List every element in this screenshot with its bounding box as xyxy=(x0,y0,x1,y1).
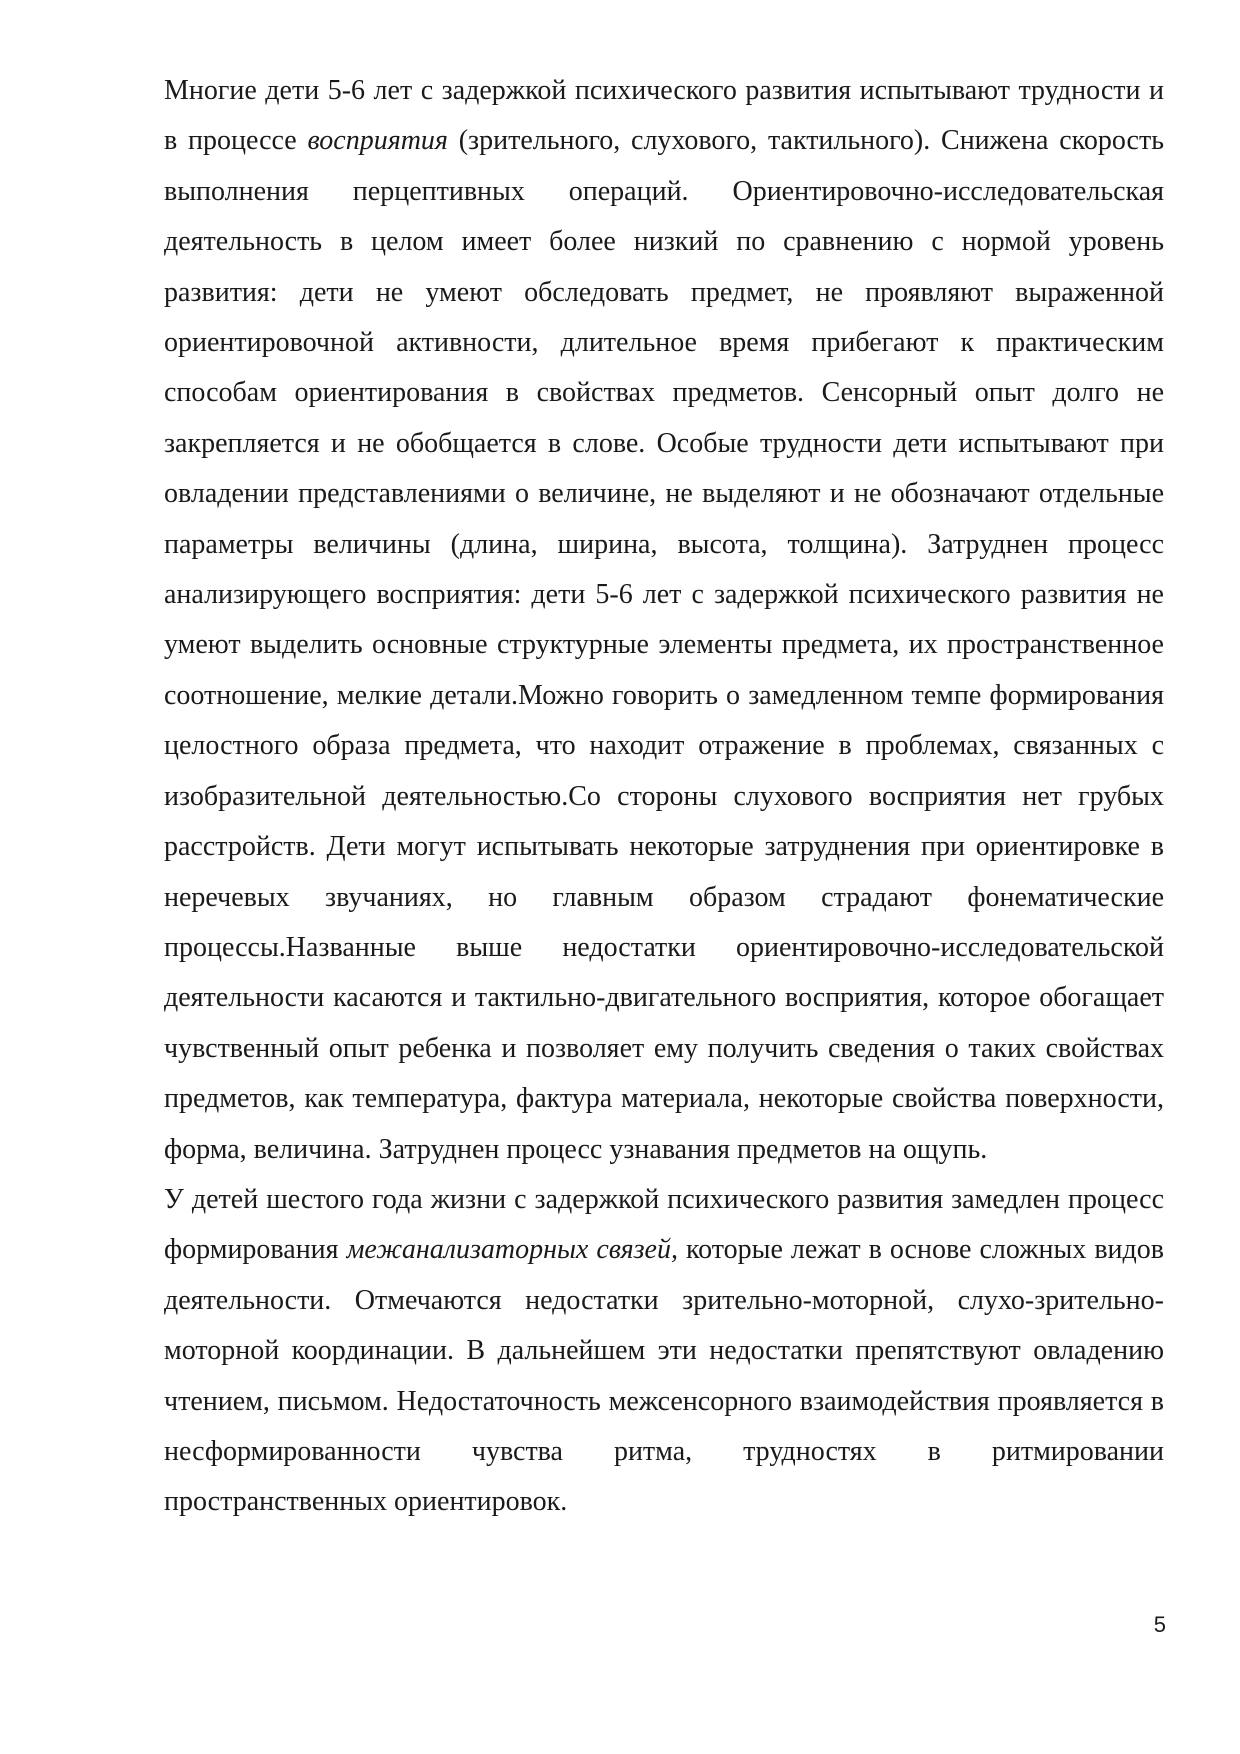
body-text xyxy=(164,66,1164,1528)
paragraph-2-text-1: У детей шестого года жизни с задержкой психического развития замедлен процесс формирования xyxy=(164,1183,1164,1266)
paragraph-2-text-2: которые лежат в основе сложных видов деятельности. Отмечаются недостатки зрительно-моторной, слухо-зрительно-моторной координации. В дальнейшем эти недостатки препятствуют овладению чтением, письмом. Недостаточность межсенсорного взаимодействия проявляется в несформированности чувства ритма, трудностях в ритмировании пространственных ориентировок. xyxy=(164,1234,1164,1518)
paragraph-1-text-2: (зрительного, слухового, тактильного). Снижена скорость выполнения перцептивных операций. Ориентировочно-исследовательская деятельность в целом имеет более низкий по сравнению с нормой уровень развития: дети не умеют обследовать предмет, не проявляют выраженной ориентировочной активности, длительное время прибегают к практическим способам ориентирования в свойствах предметов. Сенсорный опыт долго не закрепляется и не обобщается в слове. Особые трудности дети испытывают при овладении представлениями о величине, не выделяют и не обозначают отдельные параметры величины (длина, ширина, высота, толщина). Затруднен процесс анализирующего восприятия: дети 5-6 лет с задержкой психического развития не умеют выделить основные структурные элементы предмета, их пространственное соотношение, мелкие детали.Можно говорить о замедленном темпе формирования целостного образа предмета, что находит отражение в проблемах, связанных с изобразительной деятельностью.Со стороны слухового восприятия нет грубых расстройств. Дети могут испытывать некоторые затруднения при ориентировке в неречевых звучаниях, но главным образом страдают фонематические процессы.Названные выше недостатки ориентировочно-исследовательской деятельности касаются и тактильно-двигательного восприятия, которое обогащает чувственный опыт ребенка и позволяет ему получить сведения о таких свойствах предметов, как температура, фактура материала, некоторые свойства поверхности, форма, величина. Затруднен процесс узнавания предметов на ощупь. xyxy=(164,125,1164,1165)
page-number: 5 xyxy=(1153,1612,1166,1637)
paragraph-1-italic-term: восприятия xyxy=(307,125,448,157)
paragraph-2 xyxy=(164,1175,1164,1528)
paragraph-1-text-1: Многие дети 5-6 лет с задержкой психического развития испытывают трудности и в процессе xyxy=(164,75,1164,157)
paragraph-1 xyxy=(164,66,1164,1175)
paragraph-2-italic-term: межанализаторных связей, xyxy=(346,1234,678,1266)
